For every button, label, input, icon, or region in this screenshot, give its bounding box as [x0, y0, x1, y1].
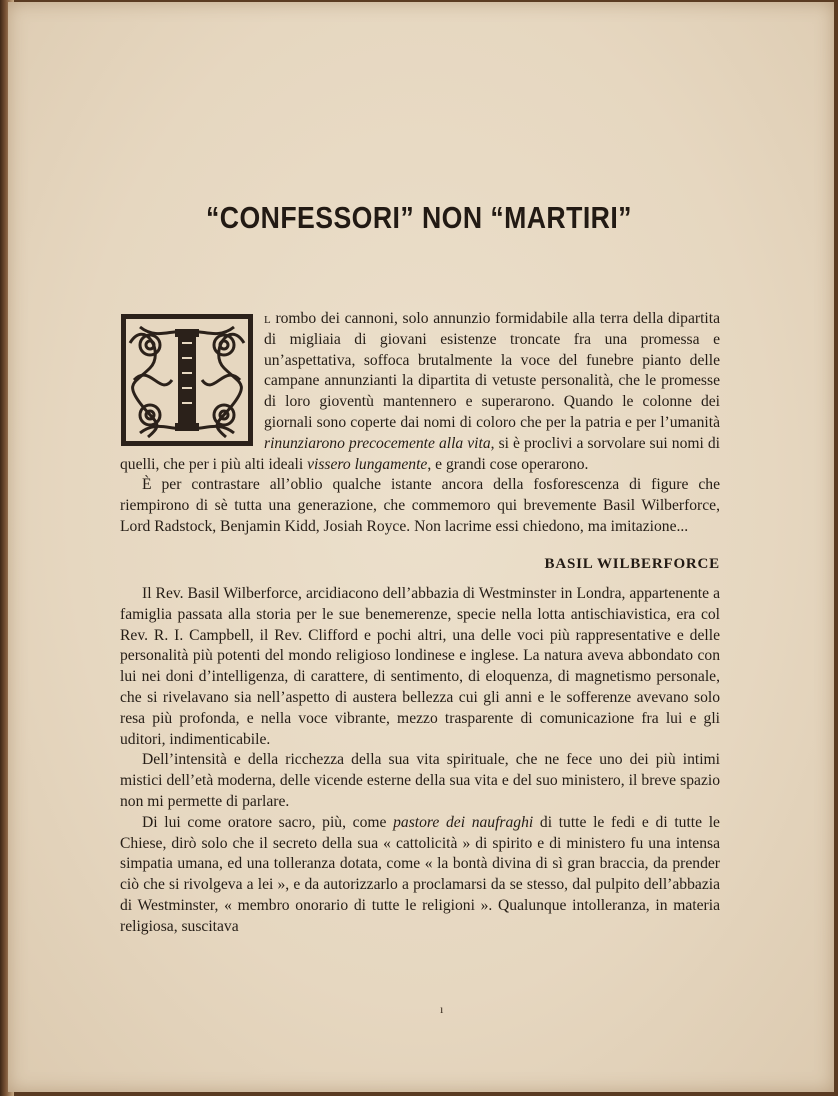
section-p3-text-a: Di lui come oratore sacro, più, come: [142, 813, 394, 831]
section-p3-emphasis: pastore dei naufraghi: [393, 813, 534, 831]
section-paragraph-1: Il Rev. Basil Wilberforce, arcidiacono dell’abbazia di Westminster in Londra, appartenente a famiglia passata alla storia per le sue benemerenze, specie nella lotta antischiavistica, era col Rev. R. I. Campbell, il Rev. Clifford e pochi altri, una delle voci più rappresentative e delle personalità più potenti del mondo religioso londinese e inglese. La natura aveva abbondato con lui nei doni d’intelligenza, di carattere, di sentimento, di eloquenza, di magnetismo personale, che si rivelavano sia nell’aspetto di austera bellezza cui gli anni e le sofferenze avevano solo resa più profonda, e nella voce vibrante, mezzo trasparente di comunicazione fra lui e gli uditori, indimenticabile.: [120, 585, 720, 748]
ornament-initial-icon: [120, 313, 254, 447]
intro-p1-text-b: , si è proclivi a sorvolare sui nomi di quelli, che per i più alti ideali: [120, 434, 720, 473]
section-heading: BASIL WILBERFORCE: [544, 556, 720, 572]
section-paragraph-3: [120, 813, 720, 938]
decorated-initial-letter: [120, 313, 254, 447]
section-paragraph-2: Dell’intensità e della ricchezza della sua vita spirituale, che ne fece uno dei più intimi mistici dell’età moderna, delle vicende esterne della sua vita e del suo ministero, il breve spazio non mi permette di parlare.: [120, 751, 720, 810]
intro-p1-text-a: rombo dei cannoni, solo annunzio formidabile alla terra della dipartita di migliaia di giovani esistenze troncate fra una promessa e un’aspettativa, soffoca brutalmente la voce del funebre pianto delle campane annunzianti la dipartita di vetuste personalità, che le promesse di loro gioventù mantennero e superarono. Quando le colonne dei giornali sono coperte dai nomi di coloro che per la patria e per l’umanità: [264, 310, 720, 431]
section-body: [120, 584, 720, 938]
intro-p1-emphasis-b: vissero lungamente: [307, 455, 428, 473]
intro-p1-text-c: , e grandi cose operarono.: [427, 455, 589, 473]
page-title: “CONFESSORI” NON “MARTIRI”: [206, 200, 632, 235]
intro-p1-emphasis-a: rinunziarono precocemente alla vita: [264, 434, 491, 452]
drop-cap-rest: l: [264, 310, 271, 327]
section-p3-text-b: di tutte le fedi e di tutte le Chiese, dirò solo che il secreto della sua « cattolicità » di spirito e di ministero fu una intensa simpatia umana, ed una tolleranza dotata, come « la bontà divina di sì gran braccia, da prender ciò che si rivolgeva a lei », e da autorizzarlo a proclamarsi da se stesso, dal pulpito dell’abbazia di Westminster, « membro onorario di tutte le religioni ». Qualunque intolleranza, in materia religiosa, suscitava: [120, 813, 720, 935]
intro-section: [120, 309, 720, 538]
page-folio-mark: ı: [440, 1002, 444, 1016]
intro-paragraph-2: È per contrastare all’oblio qualche istante ancora della fosforescenza di figure che riempirono di sè tutta una generazione, che commemoro qui brevemente Basil Wilberforce, Lord Radstock, Benjamin Kidd, Josiah Royce. Non lacrime essi chiedono, ma imitazione...: [120, 476, 720, 535]
